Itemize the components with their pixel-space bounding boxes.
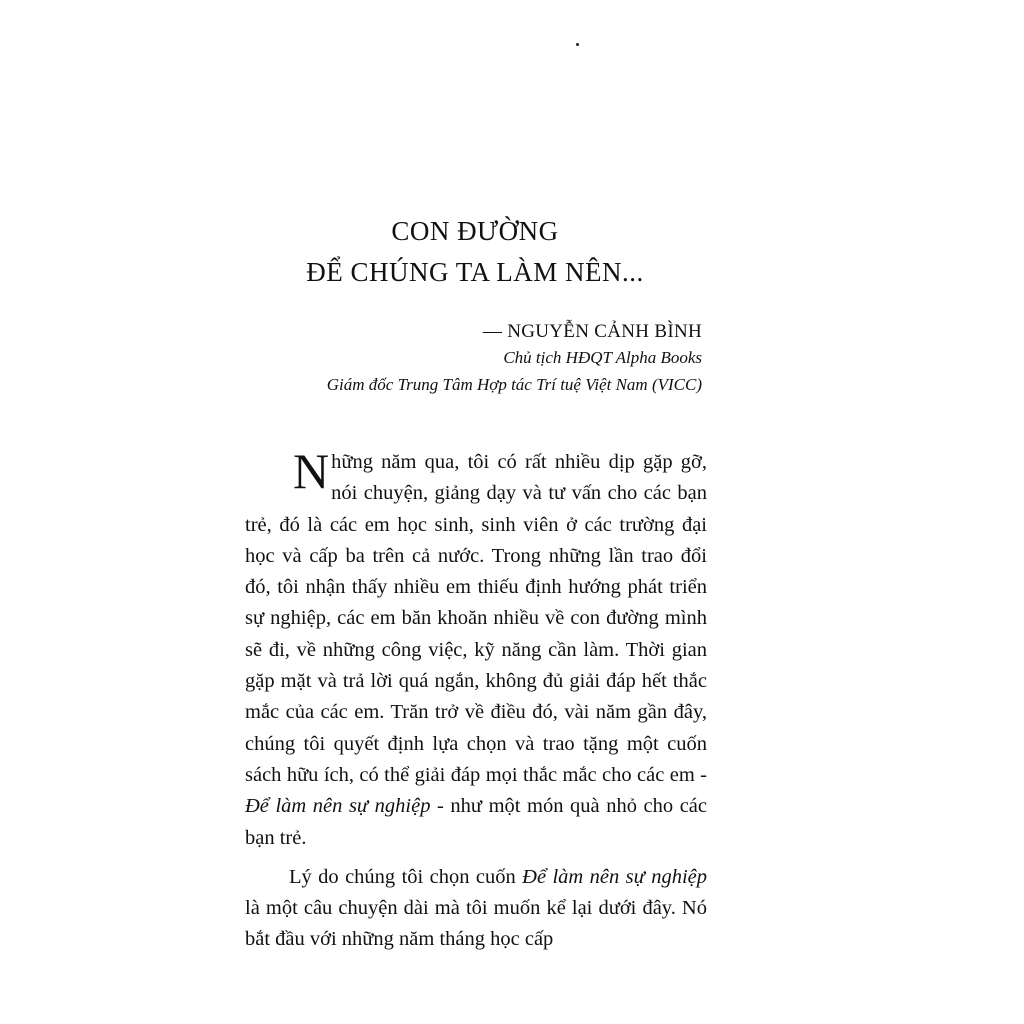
paragraph-1-text-a: hững năm qua, tôi có rất nhiều dịp gặp gỡ, nói chuyện, giảng dạy và tư vấn cho các bạn trẻ, đó là các em học sinh, sinh viên ở các trường đại học và cấp ba trên cả nước. Trong những lần trao đổi đó, tôi nhận thấy nhiều em thiếu định hướng phát triển sự nghiệp, các em băn khoăn nhiều về con đường mình sẽ đi, về những công việc, kỹ năng cần làm. Thời gian gặp mặt và trả lời quá ngắn, không đủ giải đáp hết thắc mắc của các em. Trăn trở về điều đó, vài năm gần đây, chúng tôi quyết định lựa chọn và trao tặng một cuốn sách hữu ích, có thể giải đáp mọi thắc mắc cho các em - — [245, 451, 707, 786]
paragraph-2-text-b: là một câu chuyện dài mà tôi muốn kể lại dưới đây. Nó bắt đầu với những năm tháng học cấp — [245, 897, 707, 951]
book-title-reference: Để làm nên sự nghiệp — [245, 795, 431, 818]
chapter-title-line-2: ĐỂ CHÚNG TA LÀM NÊN... — [306, 257, 644, 287]
paragraph-1-text-b: - như một món quà nhỏ cho các bạn trẻ. — [245, 795, 707, 849]
chapter-title-line-1: CON ĐƯỜNG — [391, 216, 559, 246]
author-role-chairman: Chủ tịch HĐQT Alpha Books — [503, 348, 702, 367]
paragraph-2-text-a: Lý do chúng tôi chọn cuốn — [289, 865, 523, 888]
paragraph-2 — [245, 862, 707, 956]
book-title-reference-2: Để làm nên sự nghiệp — [522, 865, 707, 888]
drop-cap: N — [293, 443, 330, 499]
body-text — [245, 443, 707, 956]
author-name: — NGUYỄN CẢNH BÌNH — [482, 321, 702, 342]
print-speck — [576, 43, 579, 46]
author-role-director: Giám đốc Trung Tâm Hợp tác Trí tuệ Việt Nam (VICC) — [326, 375, 702, 394]
paragraph-1 — [245, 443, 707, 854]
